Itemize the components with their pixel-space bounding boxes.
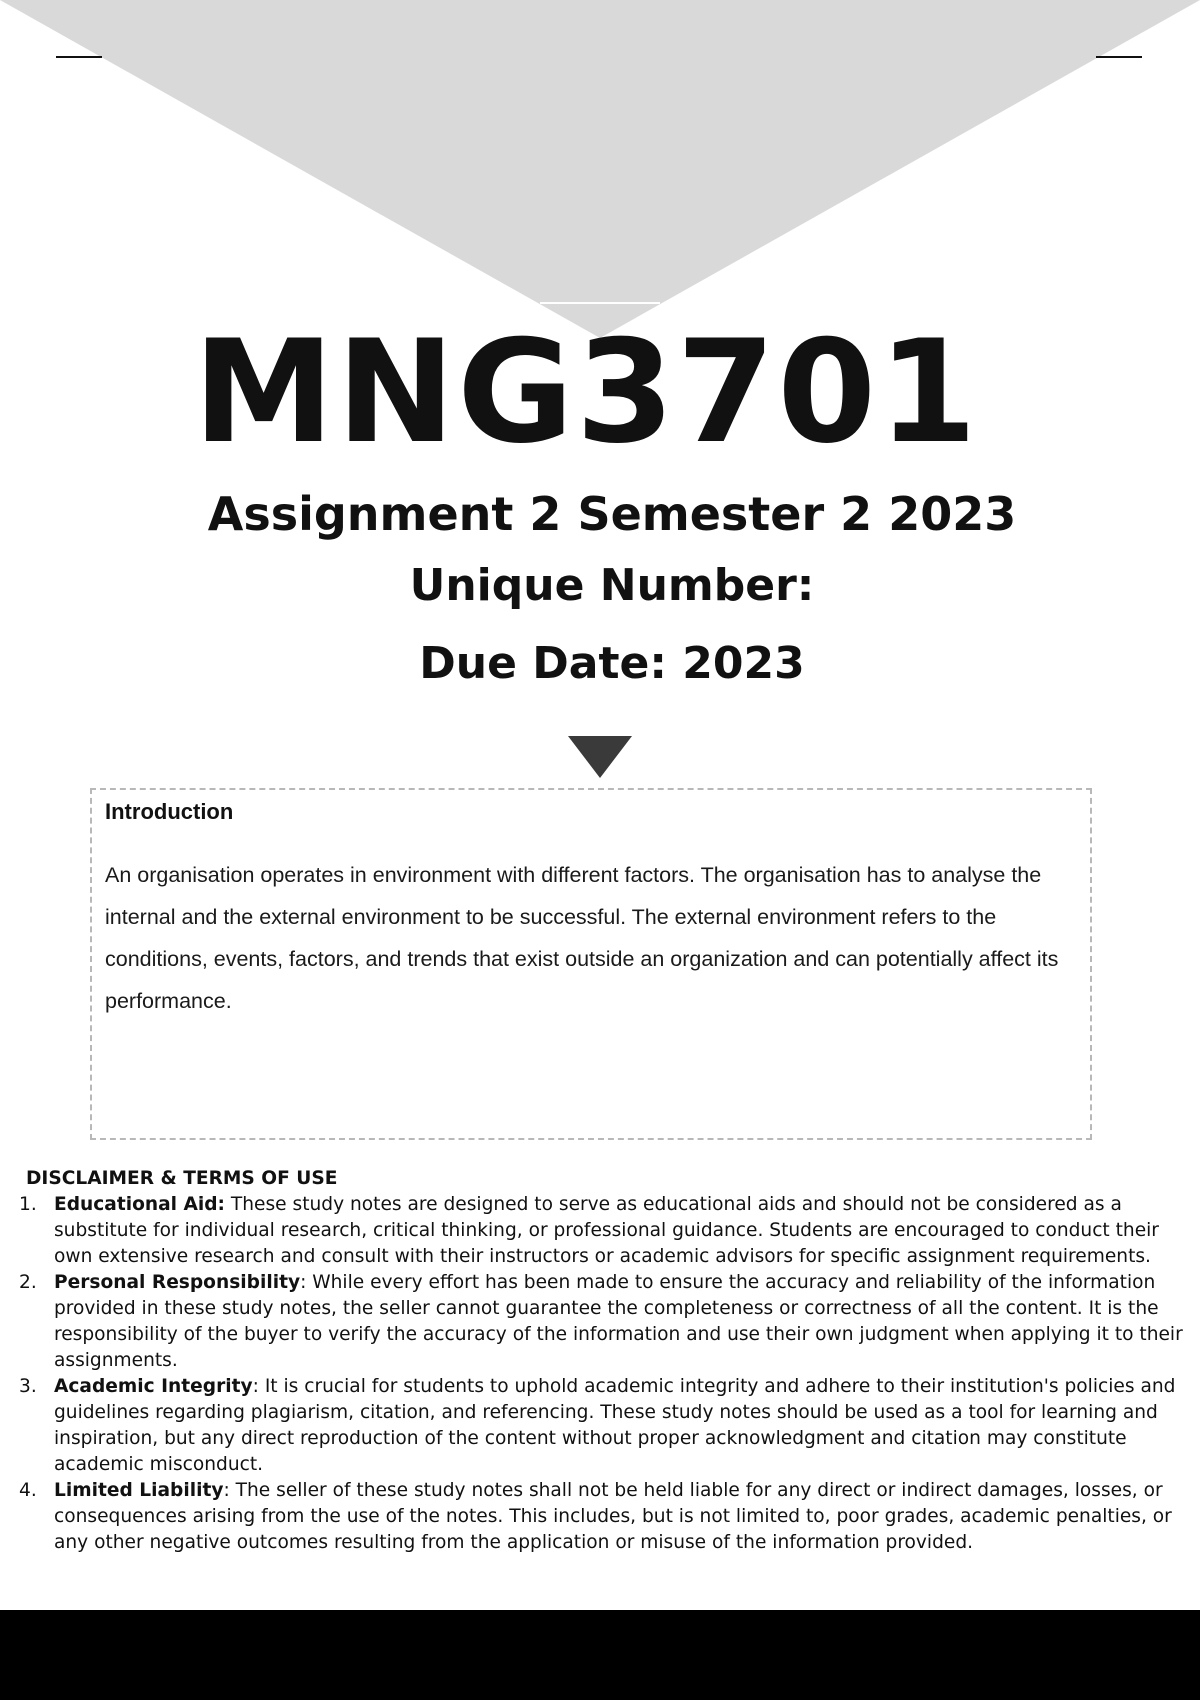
term-item-personal-responsibility [19, 1270, 1184, 1374]
disclaimer-heading: DISCLAIMER & TERMS OF USE [26, 1168, 338, 1189]
course-code-title: MNG3701 [193, 310, 979, 475]
term-item-limited-liability [19, 1478, 1184, 1556]
term-item-academic-integrity [19, 1374, 1184, 1478]
term-text: : The seller of these study notes shall not be held liable for any direct or indirect damages, losses, or consequences arising from the use of the notes. This includes, but is not limited to, poor grades, academic penalties, or any other negative outcomes resulting from the application or misuse of the information provided. [54, 1480, 1172, 1553]
down-arrow-icon [568, 736, 632, 778]
crop-mark-left [56, 56, 102, 58]
top-banner-triangle [0, 0, 1200, 345]
term-text: : While every effort has been made to ensure the accuracy and reliability of the information provided in these study notes, the seller cannot guarantee the completeness or correctness of all the content. It is the responsibility of the buyer to verify the accuracy of the information and use their own judgment when applying it to their assignments. [54, 1272, 1183, 1371]
introduction-box [90, 788, 1092, 1140]
unique-number-label: Unique Number: [409, 560, 815, 611]
term-title: Academic Integrity [54, 1376, 253, 1397]
footer-bar [0, 1610, 1200, 1700]
term-number: 3. [19, 1376, 37, 1397]
introduction-heading: Introduction [105, 799, 234, 824]
term-item-educational-aid [19, 1192, 1184, 1270]
terms-list [19, 1192, 1184, 1556]
assignment-subtitle: Assignment 2 Semester 2 2023 [207, 487, 1017, 541]
term-title: Limited Liability [54, 1480, 224, 1501]
disclaimer-section [19, 1166, 1184, 1556]
term-title: Personal Responsibility [54, 1272, 301, 1293]
introduction-body: An organisation operates in environment with different factors. The organisation has to analyse the internal and the external environment to be successful. The external environment refers to the conditions, events, factors, and trends that exist outside an organization and can potentially affect its performance. [105, 863, 1059, 1013]
term-number: 1. [19, 1194, 37, 1215]
crop-mark-right [1096, 56, 1142, 58]
term-number: 4. [19, 1480, 37, 1501]
term-title: Educational Aid: [54, 1194, 225, 1215]
due-date-label: Due Date: 2023 [419, 638, 805, 689]
term-number: 2. [19, 1272, 37, 1293]
term-text: : It is crucial for students to uphold academic integrity and adhere to their institution's policies and guidelines regarding plagiarism, citation, and referencing. These study notes should be used as a tool for learning and inspiration, but any direct reproduction of the content without proper acknowledgment and citation may constitute academic misconduct. [54, 1376, 1176, 1475]
term-text: These study notes are designed to serve as educational aids and should not be considered as a substitute for individual research, critical thinking, or professional guidance. Students are encouraged to conduct their own extensive research and consult with their instructors or academic advisors for specific assignment requirements. [54, 1194, 1159, 1267]
